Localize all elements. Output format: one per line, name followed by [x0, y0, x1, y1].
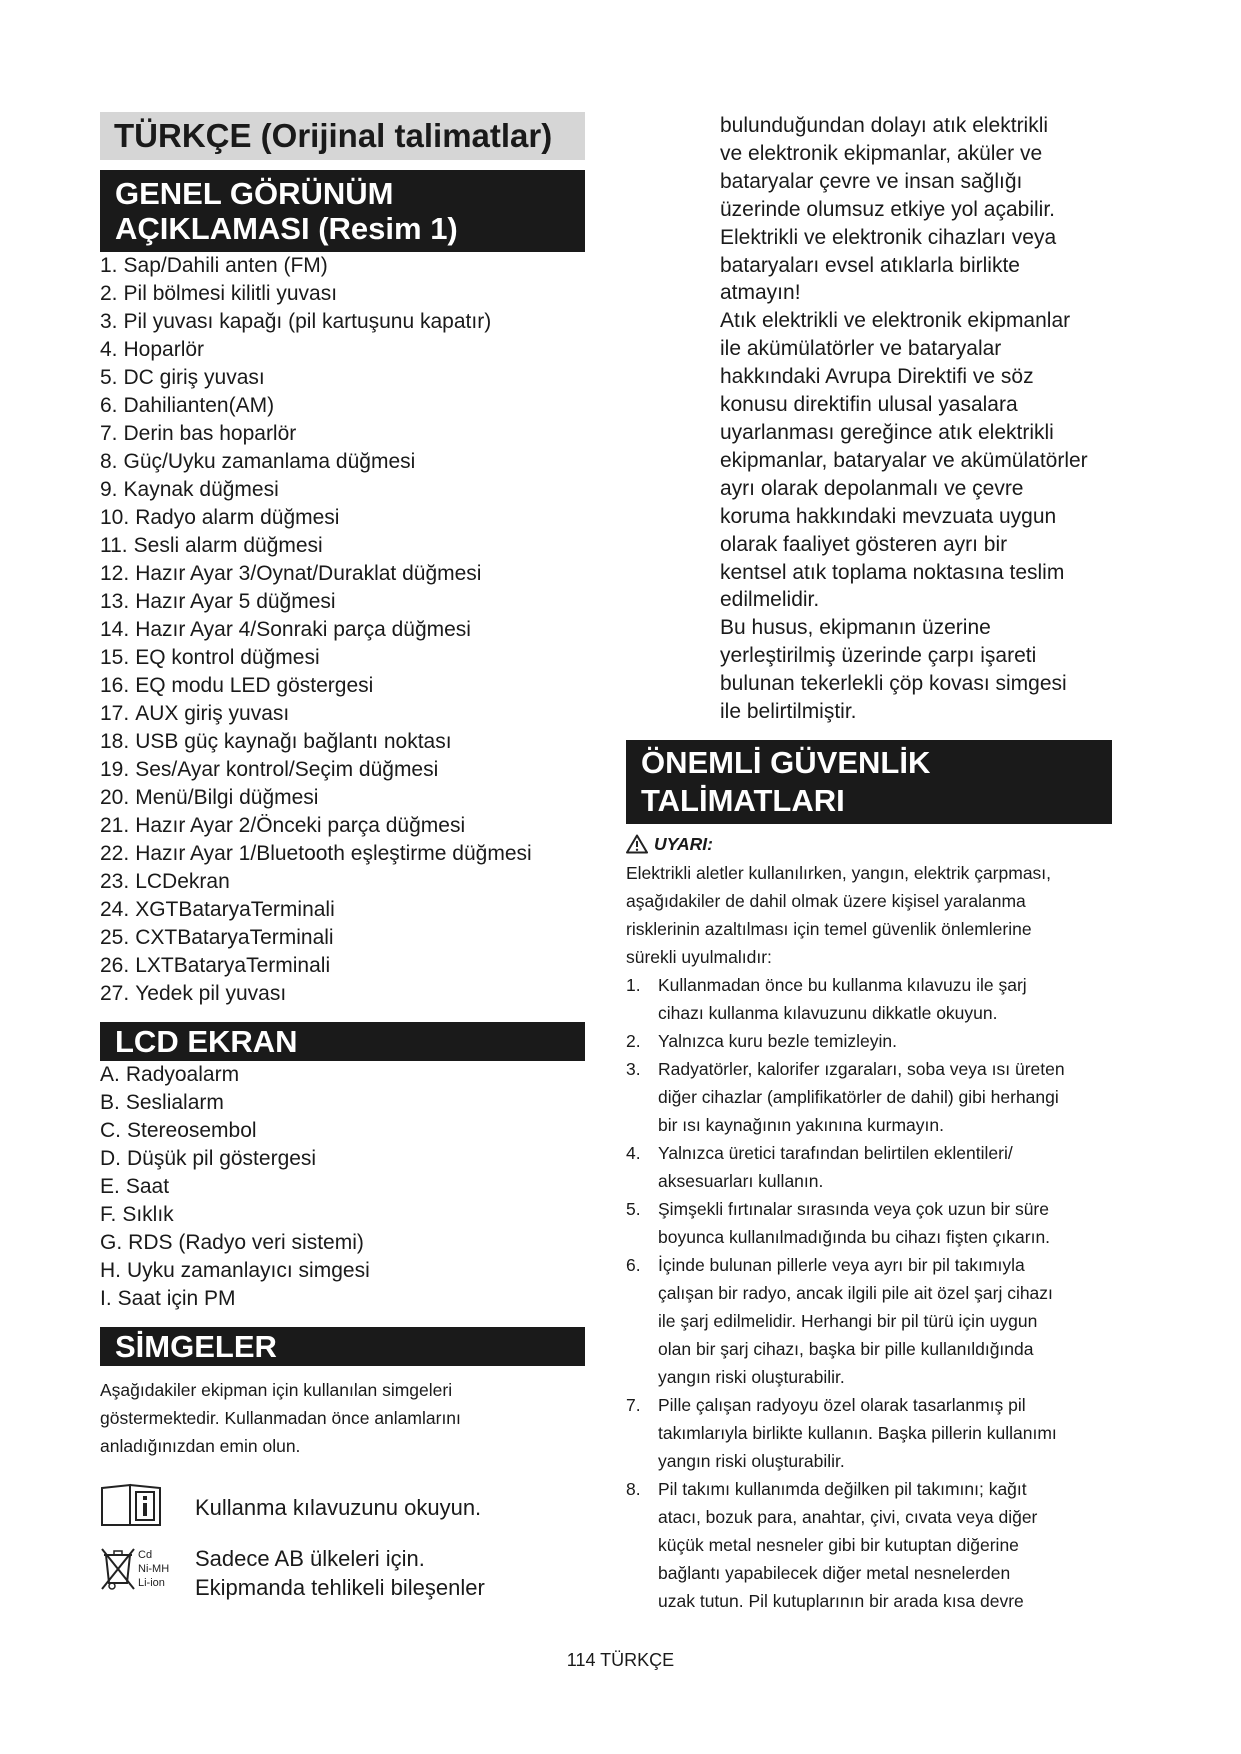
item-text: Kaynak düğmesi: [123, 478, 279, 501]
list-item: [100, 308, 585, 336]
item-number: 11.: [100, 534, 128, 557]
list-item: [100, 1201, 585, 1229]
heading-line: GENEL GÖRÜNÜM: [115, 176, 394, 211]
list-item: [100, 812, 585, 840]
list-item: [100, 868, 585, 896]
item-line: bir ısı kaynağının yakınına kurmayın.: [658, 1114, 944, 1135]
item-line: Radyatörler, kalorifer ızgaraları, soba veya ısı üreten: [658, 1058, 1065, 1079]
list-item: [100, 644, 585, 672]
item-text: CXTBataryaTerminali: [135, 926, 334, 949]
item-letter: E.: [100, 1175, 120, 1198]
item-text: Radyoalarm: [125, 1063, 240, 1086]
item-line: diğer cihazlar (amplifikatörler de dahil) gibi herhangi: [658, 1086, 1059, 1107]
disposal-line: bataryalar çevre ve insan sağlığı: [720, 169, 1023, 193]
symbol-row-disposal: [100, 1545, 585, 1602]
intro-line: göstermektedir. Kullanmadan önce anlamlarını: [100, 1408, 461, 1428]
item-number: 5.: [626, 1198, 641, 1219]
list-item: [626, 1195, 1116, 1251]
item-number: 8.: [626, 1478, 641, 1499]
list-item: [626, 1027, 1116, 1055]
item-text: LCDekran: [135, 870, 230, 893]
item-text: Sesli alarm düğmesi: [133, 534, 323, 557]
item-number: 5.: [100, 366, 118, 389]
item-line: ile şarj edilmelidir. Herhangi bir pil türü için uygun: [658, 1310, 1038, 1331]
disposal-line: koruma hakkındaki mevzuata uygun: [720, 504, 1057, 528]
item-text: Saat için PM: [117, 1287, 236, 1310]
item-number: 3.: [626, 1058, 641, 1079]
item-letter: G.: [100, 1231, 123, 1254]
list-item: [100, 1285, 585, 1313]
list-item: [100, 700, 585, 728]
disposal-line: kentsel atık toplama noktasına teslim: [720, 560, 1065, 584]
item-text: Saat: [125, 1175, 170, 1198]
list-item: [100, 364, 585, 392]
item-number: 4.: [626, 1142, 641, 1163]
lcd-list: [100, 1061, 585, 1313]
disposal-line: bataryaları evsel atıklarla birlikte: [720, 253, 1020, 277]
item-number: 12.: [100, 562, 130, 585]
item-text: RDS (Radyo veri sistemi): [128, 1231, 364, 1254]
disposal-line: Bu husus, ekipmanın üzerine: [720, 616, 991, 640]
list-item: [100, 1173, 585, 1201]
item-text: Pil bölmesi kilitli yuvası: [123, 282, 338, 305]
item-line: Kullanmadan önce bu kullanma kılavuzu ile şarj: [658, 974, 1027, 995]
item-line: atacı, bozuk para, anahtar, çivi, cıvata veya diğer: [658, 1506, 1038, 1527]
item-number: 18.: [100, 730, 130, 753]
warning-row: [626, 834, 1116, 855]
item-line: takımlarıyla birlikte kullanın. Başka pillerin kullanımı: [658, 1422, 1057, 1443]
warning-label: UYARI:: [654, 833, 713, 854]
warning-icon: [626, 834, 648, 854]
item-line: Şimşekli fırtınalar sırasında veya çok uzun bir süre: [658, 1198, 1049, 1219]
disposal-line: Atık elektrikli ve elektronik ekipmanlar: [720, 309, 1071, 333]
left-column: [100, 112, 585, 1602]
list-item: [100, 1061, 585, 1089]
item-line: olan bir şarj cihazı, başka bir pille kullanıldığında: [658, 1338, 1034, 1359]
item-number: 20.: [100, 786, 130, 809]
item-letter: B.: [100, 1091, 120, 1114]
intro-line: Aşağıdakiler ekipman için kullanılan simgeleri: [100, 1380, 453, 1400]
item-line: küçük metal nesneler gibi bir kutuptan diğerine: [658, 1534, 1019, 1555]
list-item: [100, 560, 585, 588]
heading-line: ÖNEMLİ GÜVENLİK: [641, 744, 931, 780]
symbol-text: Kullanma kılavuzunu okuyun.: [195, 1495, 482, 1520]
list-item: [100, 448, 585, 476]
item-text: Güç/Uyku zamanlama düğmesi: [123, 450, 416, 473]
item-text: Stereosembol: [127, 1119, 257, 1142]
item-number: 6.: [626, 1254, 641, 1275]
item-number: 8.: [100, 450, 118, 473]
item-number: 2.: [100, 282, 118, 305]
bin-label-nimh: Ni-MH: [138, 1563, 170, 1575]
heading-line: TALİMATLARI: [641, 782, 845, 818]
item-line: aksesuarları kullanın.: [658, 1170, 824, 1191]
disposal-line: olarak faaliyet gösteren ayrı bir: [720, 532, 1008, 556]
bin-label-liion: Li-ion: [138, 1577, 165, 1589]
disposal-line: ile akümülatörler ve bataryalar: [720, 337, 1002, 361]
list-item: [626, 1055, 1116, 1139]
list-item: [626, 1139, 1116, 1195]
disposal-line: yerleştirilmiş üzerinde çarpı işareti: [720, 644, 1037, 668]
item-text: USB güç kaynağı bağlantı noktası: [135, 730, 452, 753]
list-item: [100, 504, 585, 532]
disposal-text: [626, 112, 1116, 726]
item-number: 6.: [100, 394, 118, 417]
disposal-line: uyarlanması gereğince atık elektrikli: [720, 420, 1054, 444]
item-text: EQ modu LED göstergesi: [135, 674, 374, 697]
item-text: Hazır Ayar 4/Sonraki parça düğmesi: [135, 618, 471, 641]
safety-list: [626, 971, 1116, 1615]
item-letter: F.: [100, 1203, 117, 1226]
item-text: Seslialarm: [125, 1091, 224, 1114]
disposal-line: ve elektronik ekipmanlar, aküler ve: [720, 141, 1043, 165]
item-number: 23.: [100, 870, 130, 893]
item-letter: A.: [100, 1063, 120, 1086]
item-number: 1.: [626, 974, 641, 995]
list-item: [100, 952, 585, 980]
item-text: Uyku zamanlayıcı simgesi: [127, 1259, 370, 1282]
symbol-text-line: Ekipmanda tehlikeli bileşenler: [195, 1575, 485, 1600]
disposal-line: üzerinde olumsuz etkiye yol açabilir.: [720, 197, 1055, 221]
item-text: Sıklık: [122, 1203, 174, 1226]
parts-list: [100, 252, 585, 1008]
item-number: 15.: [100, 646, 130, 669]
item-number: 1.: [100, 254, 118, 277]
list-item: [100, 1117, 585, 1145]
list-item: [100, 840, 585, 868]
list-item: [100, 616, 585, 644]
item-number: 3.: [100, 310, 118, 333]
item-text: Hazır Ayar 3/Oynat/Duraklat düğmesi: [135, 562, 482, 585]
list-item: [626, 971, 1116, 1027]
item-letter: I.: [100, 1287, 112, 1310]
item-line: yangın riski oluşturabilir.: [658, 1366, 845, 1387]
page-footer: 114 TÜRKÇE: [566, 1650, 675, 1670]
disposal-line: atmayın!: [720, 281, 801, 305]
intro-line: anladığınızdan emin olun.: [100, 1436, 301, 1456]
item-number: 27.: [100, 982, 130, 1005]
list-item: [100, 420, 585, 448]
right-column: [626, 112, 1116, 1615]
list-item: [100, 1145, 585, 1173]
item-text: DC giriş yuvası: [123, 366, 265, 389]
lcd-heading: LCD EKRAN: [100, 1022, 585, 1061]
list-item: [100, 924, 585, 952]
item-text: Dahilianten(AM): [123, 394, 275, 417]
item-text: Hoparlör: [123, 338, 205, 361]
item-letter: C.: [100, 1119, 121, 1142]
list-item: [100, 476, 585, 504]
item-letter: D.: [100, 1147, 121, 1170]
item-number: 14.: [100, 618, 130, 641]
item-number: 4.: [100, 338, 118, 361]
item-number: 22.: [100, 842, 130, 865]
symbol-row-manual: [100, 1482, 585, 1533]
item-line: bağlantı yapabilecek diğer metal nesnelerden: [658, 1562, 1011, 1583]
symbol-text-line: Sadece AB ülkeleri için.: [195, 1546, 425, 1571]
item-line: Pil takımı kullanımda değilken pil takımını; kağıt: [658, 1478, 1027, 1499]
list-item: [100, 1229, 585, 1257]
item-line: uzak tutun. Pil kutuplarının bir arada kısa devre: [658, 1590, 1024, 1611]
item-number: 2.: [626, 1030, 641, 1051]
manual-icon: [100, 1482, 190, 1533]
item-text: EQ kontrol düğmesi: [135, 646, 320, 669]
item-text: Ses/Ayar kontrol/Seçim düğmesi: [135, 758, 439, 781]
item-number: 24.: [100, 898, 130, 921]
list-item: [100, 336, 585, 364]
heading-line: AÇIKLAMASI (Resim 1): [115, 211, 458, 246]
list-item: [100, 1257, 585, 1285]
item-number: 19.: [100, 758, 130, 781]
list-item: [100, 588, 585, 616]
item-text: LXTBataryaTerminali: [135, 954, 331, 977]
item-number: 7.: [626, 1394, 641, 1415]
item-text: Pil yuvası kapağı (pil kartuşunu kapatır): [123, 310, 492, 333]
bin-label-cd: Cd: [138, 1549, 153, 1561]
list-item: [100, 756, 585, 784]
item-line: çalışan bir radyo, ancak ilgili pile ait özel şarj cihazı: [658, 1282, 1053, 1303]
item-text: Derin bas hoparlör: [123, 422, 297, 445]
list-item: [100, 1089, 585, 1117]
list-item: [100, 980, 585, 1008]
warning-text-line: Elektrikli aletler kullanılırken, yangın, elektrik çarpması,: [626, 862, 1052, 883]
list-item: [100, 728, 585, 756]
item-number: 16.: [100, 674, 130, 697]
warning-text-line: risklerinin azaltılması için temel güvenlik önlemlerine: [626, 918, 1032, 939]
item-number: 25.: [100, 926, 130, 949]
list-item: [100, 392, 585, 420]
item-line: Yalnızca üretici tarafından belirtilen eklentileri/: [658, 1142, 1013, 1163]
safety-heading: [626, 740, 1112, 824]
item-text: Sap/Dahili anten (FM): [123, 254, 328, 277]
list-item: [626, 1251, 1116, 1391]
item-text: Hazır Ayar 5 düğmesi: [135, 590, 336, 613]
disposal-line: ile belirtilmiştir.: [720, 700, 857, 724]
item-number: 26.: [100, 954, 130, 977]
symbols-heading: SİMGELER: [100, 1327, 585, 1366]
disposal-line: konusu direktifin ulusal yasalara: [720, 393, 1018, 417]
symbols-intro: [100, 1376, 585, 1460]
crossed-bin-icon: [100, 1545, 190, 1598]
warning-text-line: aşağıdakiler de dahil olmak üzere kişisel yaralanma: [626, 890, 1026, 911]
list-item: [626, 1475, 1116, 1615]
disposal-line: hakkındaki Avrupa Direktifi ve söz: [720, 365, 1034, 389]
language-title: TÜRKÇE (Orijinal talimatlar): [100, 112, 585, 160]
list-item: [100, 672, 585, 700]
list-item: [626, 1391, 1116, 1475]
disposal-line: bulunan tekerlekli çöp kovası simgesi: [720, 672, 1067, 696]
general-view-heading: [100, 170, 585, 252]
list-item: [100, 280, 585, 308]
item-line: İçinde bulunan pillerle veya ayrı bir pil takımıyla: [658, 1254, 1025, 1275]
item-text: Düşük pil göstergesi: [127, 1147, 317, 1170]
list-item: [100, 252, 585, 280]
item-letter: H.: [100, 1259, 121, 1282]
item-number: 13.: [100, 590, 130, 613]
item-text: Yedek pil yuvası: [135, 982, 287, 1005]
item-line: cihazı kullanma kılavuzunu dikkatle okuyun.: [658, 1002, 998, 1023]
item-line: Pille çalışan radyoyu özel olarak tasarlanmış pil: [658, 1394, 1026, 1415]
item-text: Hazır Ayar 2/Önceki parça düğmesi: [135, 814, 466, 837]
disposal-line: ayrı olarak depolanmalı ve çevre: [720, 476, 1024, 500]
list-item: [100, 532, 585, 560]
item-text: Hazır Ayar 1/Bluetooth eşleştirme düğmesi: [135, 842, 532, 865]
item-text: Menü/Bilgi düğmesi: [135, 786, 319, 809]
item-text: Radyo alarm düğmesi: [135, 506, 340, 529]
disposal-line: ekipmanlar, bataryalar ve akümülatörler: [720, 448, 1088, 472]
item-line: Yalnızca kuru bezle temizleyin.: [658, 1030, 897, 1051]
item-number: 9.: [100, 478, 118, 501]
list-item: [100, 896, 585, 924]
disposal-line: edilmelidir.: [720, 588, 820, 612]
item-line: yangın riski oluşturabilir.: [658, 1450, 845, 1471]
item-text: AUX giriş yuvası: [135, 702, 290, 725]
list-item: [100, 784, 585, 812]
disposal-line: bulunduğundan dolayı atık elektrikli: [720, 114, 1049, 137]
item-number: 7.: [100, 422, 118, 445]
disposal-line: Elektrikli ve elektronik cihazları veya: [720, 225, 1057, 249]
item-number: 10.: [100, 506, 130, 529]
symbol-text: [195, 1544, 485, 1602]
item-text: XGTBataryaTerminali: [135, 898, 335, 921]
item-line: boyunca kullanılmadığında bu cihazı fişten çıkarın.: [658, 1226, 1051, 1247]
item-number: 21.: [100, 814, 130, 837]
warning-text-line: sürekli uyulmalıdır:: [626, 946, 772, 967]
item-number: 17.: [100, 702, 130, 725]
warning-text: [626, 859, 1116, 971]
